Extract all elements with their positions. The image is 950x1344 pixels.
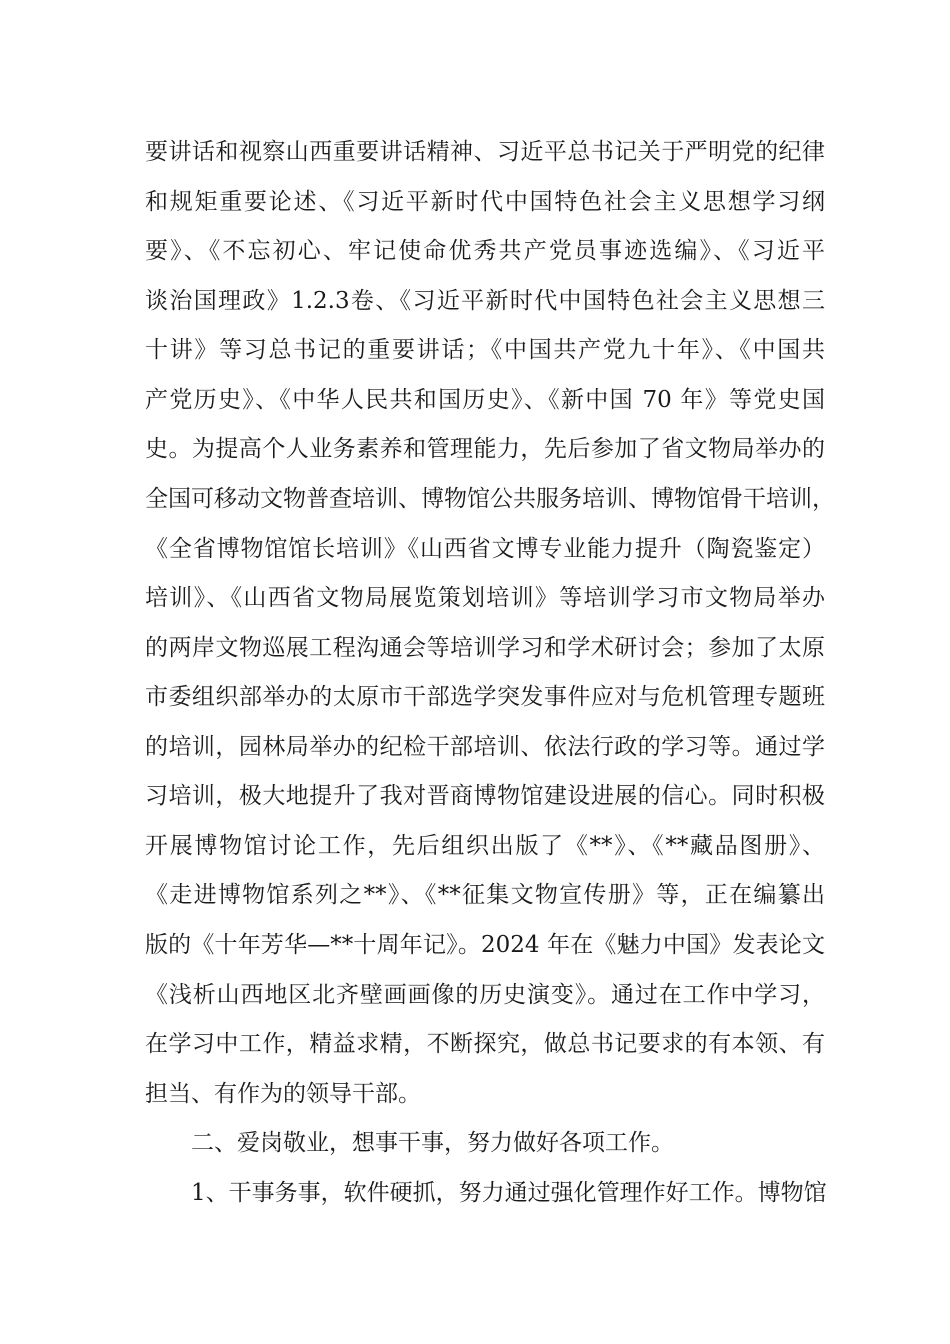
body-text-line: 《全省博物馆馆长培训》《山西省文博专业能力提升（陶瓷鉴定）	[145, 536, 825, 562]
body-text-line: 史。为提高个人业务素养和管理能力，先后参加了省文物局举办的	[145, 436, 825, 462]
body-text-line: 在学习中工作，精益求精，不断探究，做总书记要求的有本领、有	[145, 1031, 825, 1057]
body-text-line: 要》、《不忘初心、牢记使命优秀共产党员事迹选编》、《习近平	[145, 238, 825, 264]
body-text-line: 《走进博物馆系列之**》、《**征集文物宣传册》等，正在编纂出	[145, 882, 825, 908]
body-text-line: 全国可移动文物普查培训、博物馆公共服务培训、博物馆骨干培训，	[145, 486, 835, 512]
body-text-line: 产党历史》、《中华人民共和国历史》、《新中国 70 年》等党史国	[145, 387, 825, 413]
body-text-line: 习培训，极大地提升了我对晋商博物馆建设进展的信心。同时积极	[145, 783, 825, 809]
section-heading: 二、爱岗敬业，想事干事，努力做好各项工作。	[191, 1130, 674, 1156]
body-text-line: 谈治国理政》1.2.3卷、《习近平新时代中国特色社会主义思想三	[145, 288, 825, 314]
body-text-line: 担当、有作为的领导干部。	[145, 1081, 421, 1107]
body-text-line: 版的《十年芳华—**十周年记》。2024 年在《魅力中国》发表论文	[145, 932, 825, 958]
body-text-line: 开展博物馆讨论工作，先后组织出版了《**》、《**藏品图册》、	[145, 833, 825, 859]
body-text-line: 《浅析山西地区北齐壁画画像的历史演变》。通过在工作中学习，	[145, 982, 825, 1008]
body-text-line: 的两岸文物巡展工程沟通会等培训学习和学术研讨会；参加了太原	[145, 635, 825, 661]
body-text-line: 市委组织部举办的太原市干部选学突发事件应对与危机管理专题班	[145, 684, 825, 710]
body-text-line: 1、干事务事，软件硬抓，努力通过强化管理作好工作。博物馆	[191, 1180, 827, 1206]
body-text-line: 和规矩重要论述、《习近平新时代中国特色社会主义思想学习纲	[145, 189, 825, 215]
body-text-line: 培训》、《山西省文物局展览策划培训》等培训学习市文物局举办	[145, 585, 825, 611]
body-text-line: 要讲话和视察山西重要讲话精神、习近平总书记关于严明党的纪律	[145, 139, 825, 165]
body-text-line: 的培训，园林局举办的纪检干部培训、依法行政的学习等。通过学	[145, 734, 825, 760]
body-text-line: 十讲》等习总书记的重要讲话；《中国共产党九十年》、《中国共	[145, 337, 825, 363]
